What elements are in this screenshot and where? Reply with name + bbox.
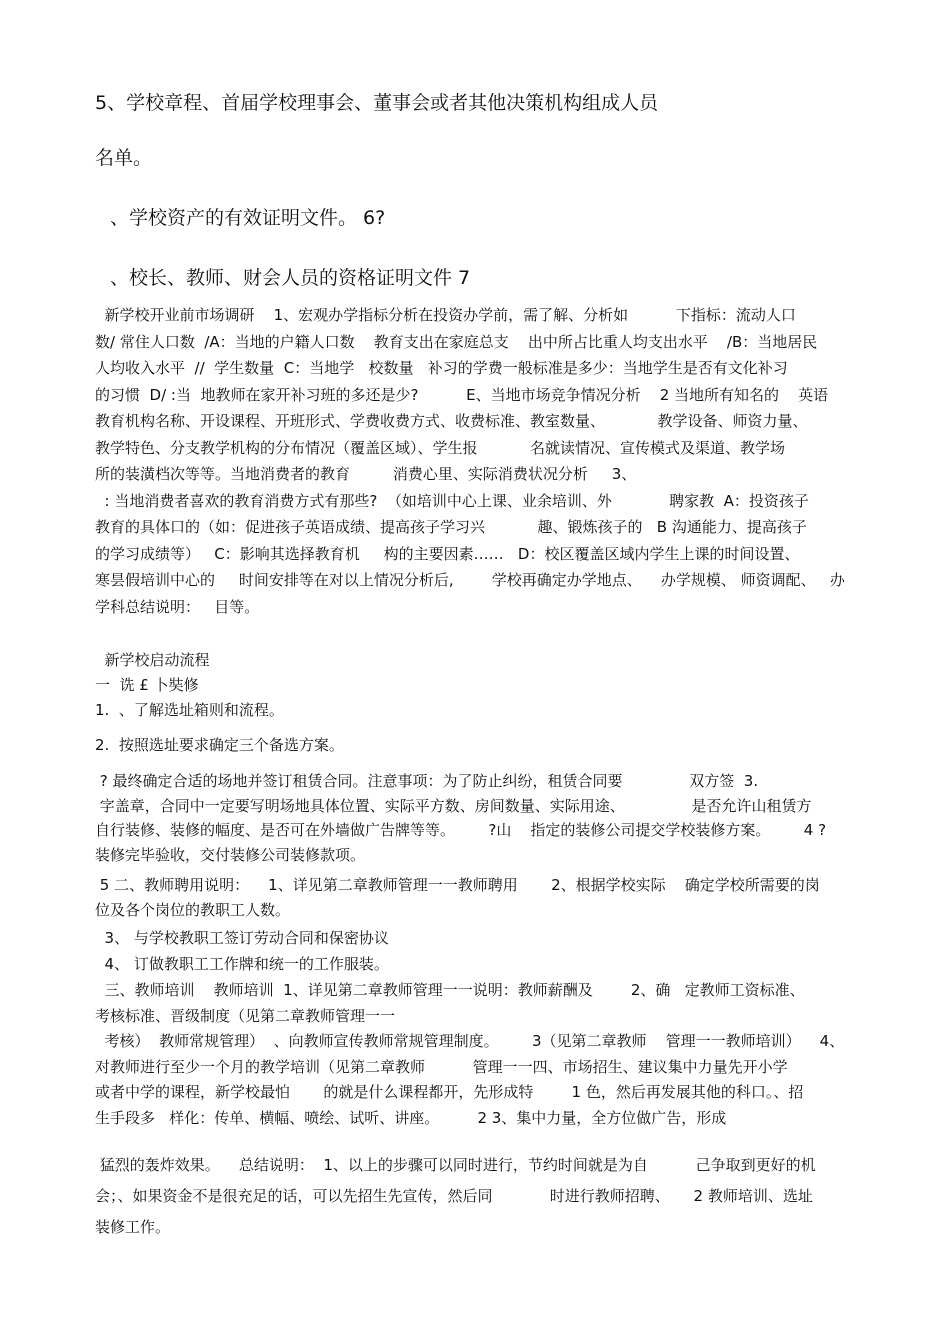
text-line: 生手段多 样化：传单、横幅、喷绘、试听、讲座。 2 3、集中力量，全方位做广告，形成: [95, 1108, 727, 1127]
text-line: 数/ 常住人口数 /A：当地的户籍人口数 教育支出在家庭总支 出中所占比重人均支出水平 /B：当地居民: [95, 332, 818, 351]
text-line: 的学习成绩等） C：影响其选择教育机 构的主要因素…… D：校区覆盖区域内学生上课的时间设置、: [95, 544, 800, 563]
heading-line: 名单。: [95, 147, 153, 169]
text-line: 会；、如果资金不是很充足的话，可以先招生先宣传，然后同 时进行教师招聘、 2 教师培训、选址: [95, 1187, 813, 1205]
text-line: 对教师进行至少一个月的教学培训（见第二章教师 管理一一四、市场招生、建议集中力量先开小学: [95, 1057, 788, 1076]
text-line: 一 诜 £ 卜奘修: [95, 676, 199, 694]
text-line: 装修完毕验收，交付装修公司装修款项。: [95, 845, 366, 864]
text-line: 2. 按照选址要求确定三个备选方案。: [95, 736, 344, 754]
text-line: 位及各个岗位的教职工人数。: [95, 901, 291, 919]
text-line: 教学特色、分支教学机构的分布情况（覆盖区域）、学生报 名就读情况、宣传模式及渠道、教学场: [95, 438, 785, 457]
text-line: 1. 、了解选址箱则和流程。: [95, 701, 284, 719]
text-line: : 当地消费者喜欢的教育消费方式有那些? （如培训中心上课、业余培训、外 聘家教 A：投资孩子: [95, 491, 809, 510]
heading-line: 、校长、教师、财会人员的资格证明文件 7: [110, 267, 471, 289]
heading-line: 、学校资产的有效证明文件。 6?: [110, 207, 386, 229]
text-line: ? 最终确定合适的场地并签订租赁合同。注意事项：为了防止纠纷，租赁合同要 双方签 3.: [95, 772, 759, 790]
text-line: 猛烈的轰炸效果。 总结说明： 1、以上的步骤可以同时进行，节约时间就是为自 己争取到更好的机: [95, 1156, 816, 1174]
text-line: 三、教师培训 教师培训 1、详见第二章教师管理一一说明：教师薪酬及 2、确 定教师工资标准、: [95, 981, 805, 999]
text-line: 装修工作。: [95, 1218, 171, 1236]
text-line: 教育的具体口的（如：促进孩子英语成绩、提高孩子学习兴 趣、锻炼孩子的 B 沟通能力、提高孩子: [95, 518, 807, 536]
text-line: 自行装修、装修的幅度、是否可在外墙做广告牌等等。 ?山 指定的装修公司提交学校装修方案。 4 ?: [95, 821, 827, 839]
text-line: 所的装潢档次等等。当地消费者的教育 消费心里、实际消费状况分析 3、: [95, 465, 637, 483]
text-line: 3、 与学校教职工签订劳动合同和保密协议: [95, 929, 389, 947]
text-line: 人均收入水平 // 学生数量 C：当地学 校数量 补习的学费一般标准是多少：当地学生是否有文化补习: [95, 359, 788, 377]
text-line: 5 二、教师聘用说明： 1、详见第二章教师管理一一教师聘用 2、根据学校实际 确定学校所需要的岗: [95, 876, 820, 894]
text-line: 4、 订做教职工工作牌和统一的工作服装。: [95, 955, 389, 973]
text-line: 新学校启动流程: [95, 651, 210, 669]
text-line: 教育机构名称、开设课程、开班形式、学费收费方式、收费标准、教室数量、 教学设备、师资力量、: [95, 412, 808, 430]
text-line: 或者中学的课程，新学校最怕 的就是什么课程都开，先形成特 1 色，然后再发展其他的科口。、招: [95, 1083, 804, 1101]
text-line: 的习惯 D/ :当 地教师在家开补习班的多还是少? E、当地市场竞争情况分析 2 当地所有知名的 英语: [95, 385, 829, 404]
text-line: 学科总结说明： 目等。: [95, 597, 260, 616]
text-line: 考核标准、晋级制度（见第二章教师管理一一: [95, 1006, 396, 1025]
text-line: 考核） 教师常规管理） 、向教师宣传教师常规管理制度。 3（见第二章教师 管理一一教师培训） 4、: [95, 1032, 845, 1050]
text-line: 寒昙假培训中心的 时间安排等在对以上情况分析后, 学校再确定办学地点、 办学规模、 师资调配、 办: [95, 571, 845, 589]
heading-line: 5、学校章程、首届学校理事会、董事会或者其他决策机构组成人员: [95, 92, 659, 114]
text-line: 字盖章，合同中一定要写明场地具体位置、实际平方数、房间数量、实际用途、 是否允许山租赁方: [95, 796, 812, 815]
text-line: 新学校开业前市场调研 1、宏观办学指标分析在投资办学前，需了解、分析如 下指标：流动人口: [95, 306, 796, 324]
